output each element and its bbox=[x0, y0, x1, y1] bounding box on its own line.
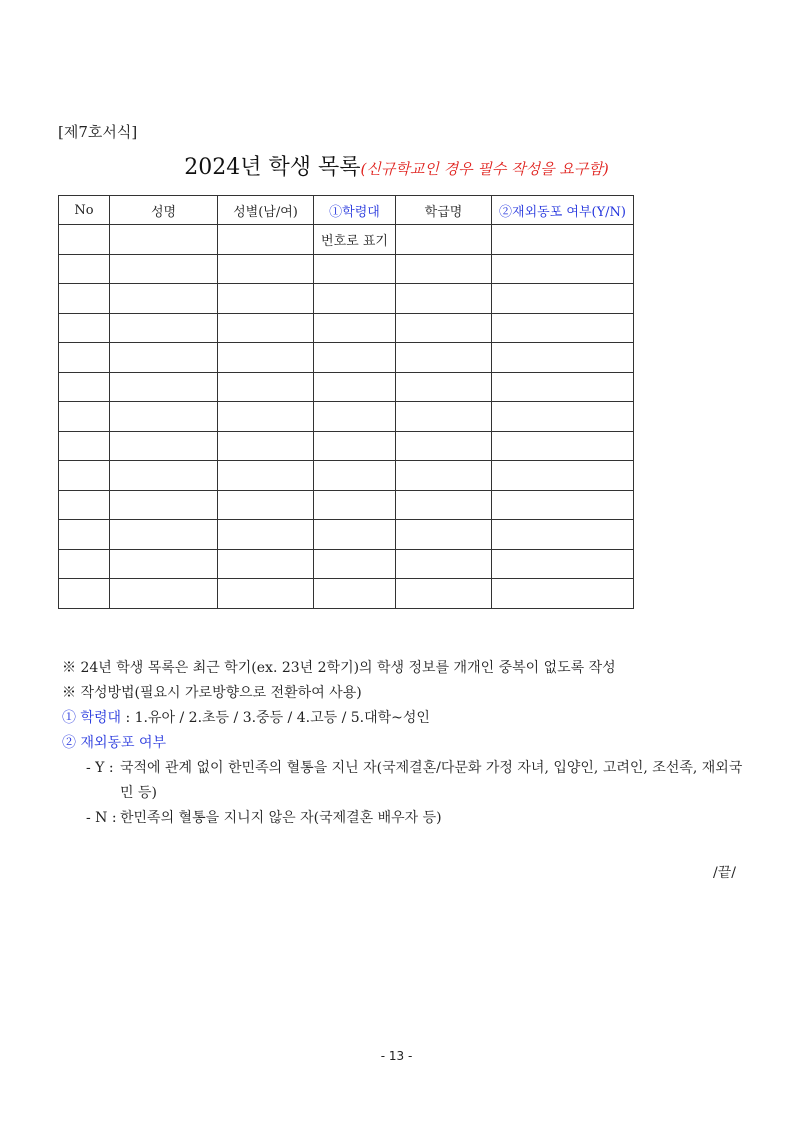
table-cell[interactable] bbox=[396, 225, 492, 255]
table-cell[interactable] bbox=[59, 461, 110, 491]
table-row bbox=[59, 490, 634, 520]
table-cell[interactable] bbox=[110, 313, 218, 343]
table-cell[interactable] bbox=[396, 402, 492, 432]
table-cell[interactable] bbox=[218, 431, 314, 461]
table-row bbox=[59, 225, 634, 255]
table-cell[interactable] bbox=[218, 549, 314, 579]
table-cell[interactable] bbox=[59, 254, 110, 284]
table-cell[interactable] bbox=[492, 225, 634, 255]
table-cell[interactable] bbox=[396, 490, 492, 520]
table-cell[interactable] bbox=[492, 254, 634, 284]
table-cell[interactable] bbox=[218, 402, 314, 432]
column-header-5: ②재외동포 여부(Y/N) bbox=[492, 196, 634, 225]
column-header-2: 성별(남/여) bbox=[218, 196, 314, 225]
table-cell[interactable] bbox=[59, 402, 110, 432]
form-number: [제7호서식] bbox=[58, 123, 138, 141]
table-cell[interactable] bbox=[492, 490, 634, 520]
table-cell[interactable] bbox=[396, 579, 492, 609]
table-row bbox=[59, 313, 634, 343]
table-cell[interactable] bbox=[492, 461, 634, 491]
age-group-label: ① 학령대 bbox=[62, 710, 122, 726]
table-cell[interactable] bbox=[218, 225, 314, 255]
table-row bbox=[59, 579, 634, 609]
table-row bbox=[59, 431, 634, 461]
definition-y-text: 국적에 관계 없이 한민족의 혈통을 지닌 자(국제결혼/다문화 가정 자녀, 입양인, 고려인, 조선족, 재외국민 등) bbox=[120, 760, 743, 801]
end-mark: /끝/ bbox=[713, 865, 736, 881]
table-cell[interactable] bbox=[59, 490, 110, 520]
table-cell[interactable] bbox=[110, 372, 218, 402]
table-cell[interactable] bbox=[492, 343, 634, 373]
definition-n-text: 한민족의 혈통을 지니지 않은 자(국제결혼 배우자 등) bbox=[120, 810, 442, 826]
table-cell[interactable] bbox=[396, 431, 492, 461]
table-cell[interactable] bbox=[492, 520, 634, 550]
definition-n-label: - N : bbox=[86, 810, 117, 826]
table-cell[interactable] bbox=[110, 431, 218, 461]
table-cell[interactable] bbox=[110, 461, 218, 491]
table-cell[interactable] bbox=[110, 490, 218, 520]
table-cell[interactable] bbox=[110, 343, 218, 373]
table-cell[interactable] bbox=[218, 579, 314, 609]
table-cell[interactable] bbox=[314, 372, 396, 402]
page-number: - 13 - bbox=[380, 1049, 413, 1063]
table-cell[interactable] bbox=[314, 343, 396, 373]
table-cell[interactable] bbox=[492, 549, 634, 579]
table-cell[interactable] bbox=[218, 461, 314, 491]
table-cell[interactable] bbox=[110, 225, 218, 255]
table-cell[interactable] bbox=[218, 343, 314, 373]
table-cell[interactable] bbox=[492, 372, 634, 402]
student-list-table bbox=[58, 195, 634, 609]
table-cell[interactable] bbox=[110, 284, 218, 314]
table-cell[interactable] bbox=[396, 313, 492, 343]
table-cell[interactable] bbox=[59, 579, 110, 609]
table-row bbox=[59, 343, 634, 373]
table-cell[interactable] bbox=[218, 254, 314, 284]
note-definition-n bbox=[62, 806, 752, 831]
table-cell[interactable] bbox=[396, 520, 492, 550]
table-cell[interactable]: 번호로 표기 bbox=[314, 225, 396, 255]
table-cell[interactable] bbox=[314, 520, 396, 550]
table-cell[interactable] bbox=[218, 284, 314, 314]
table-cell[interactable] bbox=[314, 431, 396, 461]
table-cell[interactable] bbox=[218, 520, 314, 550]
table-cell[interactable] bbox=[59, 343, 110, 373]
table-cell[interactable] bbox=[59, 549, 110, 579]
table-cell[interactable] bbox=[110, 402, 218, 432]
table-cell[interactable] bbox=[110, 579, 218, 609]
table-cell[interactable] bbox=[314, 402, 396, 432]
note-overseas-korean: ② 재외동포 여부 bbox=[62, 735, 167, 751]
title-note: (신규학교인 경우 필수 작성을 요구함) bbox=[360, 160, 609, 178]
table-cell[interactable] bbox=[218, 490, 314, 520]
table-cell[interactable] bbox=[314, 313, 396, 343]
table-cell[interactable] bbox=[314, 579, 396, 609]
table-cell[interactable] bbox=[314, 284, 396, 314]
column-header-1: 성명 bbox=[110, 196, 218, 225]
note-age-group bbox=[62, 706, 752, 731]
table-cell[interactable] bbox=[218, 313, 314, 343]
table-cell[interactable] bbox=[110, 549, 218, 579]
table-cell[interactable] bbox=[396, 254, 492, 284]
table-cell[interactable] bbox=[492, 579, 634, 609]
table-cell[interactable] bbox=[396, 461, 492, 491]
age-group-text: : 1.유아 / 2.초등 / 3.중등 / 4.고등 / 5.대학~성인 bbox=[121, 710, 430, 726]
title-main: 2024년 학생 목록 bbox=[184, 155, 361, 180]
table-cell[interactable] bbox=[314, 254, 396, 284]
table-cell[interactable] bbox=[59, 520, 110, 550]
definition-y-label: - Y : bbox=[86, 760, 114, 776]
table-cell[interactable] bbox=[492, 402, 634, 432]
table-cell[interactable] bbox=[218, 372, 314, 402]
table-cell[interactable] bbox=[396, 549, 492, 579]
table-cell[interactable] bbox=[396, 284, 492, 314]
table-cell[interactable] bbox=[396, 372, 492, 402]
table-cell[interactable] bbox=[396, 343, 492, 373]
table-row bbox=[59, 372, 634, 402]
table-row bbox=[59, 461, 634, 491]
table-cell[interactable] bbox=[110, 520, 218, 550]
table-row bbox=[59, 549, 634, 579]
table-body bbox=[59, 225, 634, 609]
column-header-3: ①학령대 bbox=[314, 196, 396, 225]
table-cell[interactable] bbox=[59, 313, 110, 343]
table-cell[interactable] bbox=[59, 225, 110, 255]
table-row bbox=[59, 402, 634, 432]
table-cell[interactable] bbox=[110, 254, 218, 284]
page-title bbox=[0, 150, 793, 181]
table-cell[interactable] bbox=[314, 461, 396, 491]
table-cell[interactable] bbox=[59, 431, 110, 461]
table-row bbox=[59, 520, 634, 550]
table-cell[interactable] bbox=[59, 372, 110, 402]
table-cell[interactable] bbox=[492, 431, 634, 461]
table-cell[interactable] bbox=[492, 284, 634, 314]
column-header-0: No bbox=[59, 196, 110, 225]
note-definition-y bbox=[62, 756, 752, 806]
column-header-4: 학급명 bbox=[396, 196, 492, 225]
notes-section bbox=[62, 656, 752, 831]
table-cell[interactable] bbox=[314, 549, 396, 579]
table-cell[interactable] bbox=[314, 490, 396, 520]
table-header-row bbox=[59, 196, 634, 225]
table-cell[interactable] bbox=[492, 313, 634, 343]
table-row bbox=[59, 254, 634, 284]
table-row bbox=[59, 284, 634, 314]
note-how-to-write: ※ 작성방법(필요시 가로방향으로 전환하여 사용) bbox=[62, 685, 362, 701]
note-recent-term: ※ 24년 학생 목록은 최근 학기(ex. 23년 2학기)의 학생 정보를 개개인 중복이 없도록 작성 bbox=[62, 660, 616, 676]
table-cell[interactable] bbox=[59, 284, 110, 314]
